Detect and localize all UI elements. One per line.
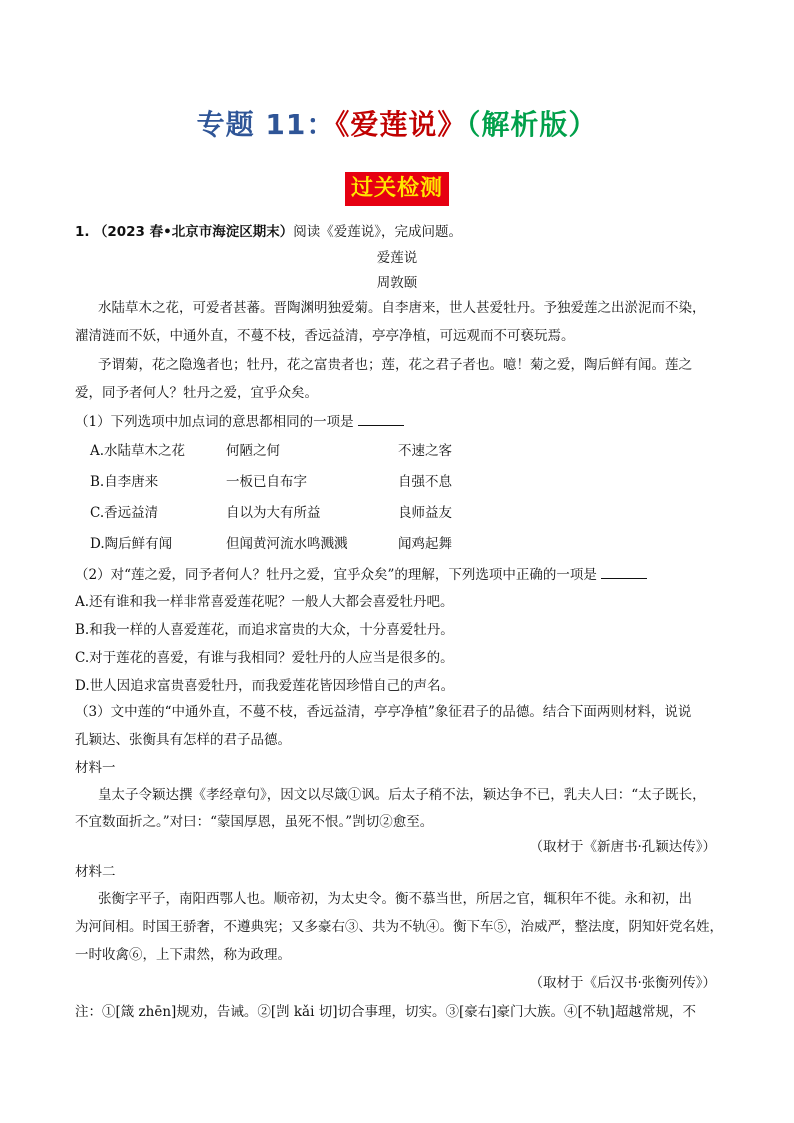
material1-line: 不宜数面折之。”对曰：“蒙国厚恩，虽死不恨。”剀切②愈至。 [75,814,434,830]
sub1-option-c: C.香远益清 [90,505,159,521]
page-title [0,103,794,143]
question-source: （2023 春•北京市海淀区期末） [93,224,294,240]
sub1-option-a-3: 不速之客 [398,443,452,459]
question-header [75,222,462,242]
sub1-option-c-3: 良师益友 [398,505,452,521]
section-badge: 过关检测 [345,172,449,206]
material1-label: 材料一 [75,760,116,776]
sub1-option-d-3: 闻鸡起舞 [398,536,452,552]
sub2-option: B.和我一样的人喜爱莲花，而追求富贵的大众，十分喜爱牡丹。 [75,622,454,638]
title-prefix: 专题 11： [196,108,336,141]
footnote: 注：①[箴 zhēn]规劝，告诫。②[剀 kǎi 切]切合事理，切实。③[豪右]豪门大族。④[不轨]超越常规，不 [75,1004,697,1020]
title-suffix: （解析版） [466,108,598,141]
sub1-prompt [75,412,404,432]
material1-source: （取材于《新唐书·孔颖达传》） [529,839,716,855]
passage-line: 水陆草木之花，可爱者甚蕃。晋陶渊明独爱菊。自李唐来，世人甚爱牡丹。予独爱莲之出淤泥而不染， [98,300,706,316]
sub3-prompt-line: （3）文中莲的“中通外直，不蔓不枝，香远益清，亭亭净植”象征君子的品德。结合下面两则材料，说说 [75,704,692,720]
material1-line: 皇太子令颖达撰《孝经章句》，因文以尽箴①讽。后太子稍不法，颖达争不已，乳夫人曰：“太子既长， [98,787,706,803]
material2-label: 材料二 [75,864,116,880]
sub3-prompt-line: 孔颖达、张衡具有怎样的君子品德。 [75,732,291,748]
poem-author: 周敦颐 [376,275,418,291]
sub2-prompt [75,565,647,585]
answer-blank[interactable] [601,566,647,579]
sub1-option-a: A.水陆草木之花 [90,443,186,459]
material2-line: 一时收禽⑥，上下肃然，称为政理。 [75,947,291,963]
passage-line: 爱，同予者何人？牡丹之爱，宜乎众矣。 [75,385,318,401]
sub2-option: A.还有谁和我一样非常喜爱莲花呢？一般人大都会喜爱牡丹吧。 [75,594,454,610]
sub2-option: D.世人因追求富贵喜爱牡丹，而我爱莲花皆因珍惜自己的声名。 [75,678,455,694]
passage-line: 濯清涟而不妖，中通外直，不蔓不枝，香远益清，亭亭净植，可远观而不可亵玩焉。 [75,328,575,344]
sub1-option-b: B.自李唐来 [90,474,159,490]
sub1-option-a-2: 何陋之何 [226,443,280,459]
sub1-option-d: D.陶后鲜有闻 [90,536,173,552]
answer-blank[interactable] [358,413,404,426]
material2-line: 为河间相。时国王骄奢，不遵典宪；又多豪右③、共为不轨④。衡下车⑤，治威严，整法度，阴知奸党名姓， [75,919,723,935]
passage-line: 予谓菊，花之隐逸者也；牡丹，花之富贵者也；莲，花之君子者也。噫！菊之爱，陶后鲜有闻。莲之 [98,357,692,373]
material2-line: 张衡字平子，南阳西鄂人也。顺帝初，为太史令。衡不慕当世，所居之官，辄积年不徙。永和初，出 [98,891,692,907]
sub1-option-b-2: 一板已自布字 [226,474,307,490]
sub2-option: C.对于莲花的喜爱，有谁与我相同？爱牡丹的人应当是很多的。 [75,650,454,666]
question-prompt: 阅读《爱莲说》，完成问题。 [293,224,462,240]
sub2-prompt-text: （2）对“莲之爱，同予者何人？牡丹之爱，宜乎众矣”的理解，下列选项中正确的一项是 [75,567,597,583]
material2-source: （取材于《后汉书·张衡列传》） [529,975,716,991]
question-number: 1. [75,224,90,240]
sub1-option-c-2: 自以为大有所益 [226,505,321,521]
sub1-option-b-3: 自强不息 [398,474,452,490]
poem-title: 爱莲说 [376,250,418,266]
title-book: 《爱莲说》 [335,108,467,141]
sub1-option-d-2: 但闻黄河流水鸣溅溅 [226,536,348,552]
sub1-prompt-text: （1）下列选项中加点词的意思都相同的一项是 [75,414,354,430]
